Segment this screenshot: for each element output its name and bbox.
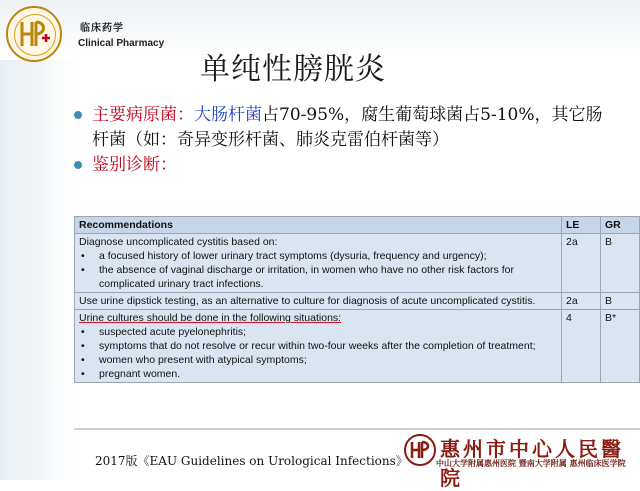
- brand-chinese: 临床药学: [80, 23, 124, 34]
- bullet-dot-icon: [74, 111, 82, 119]
- le-cell: 2a: [562, 234, 601, 293]
- gr-cell: B*: [601, 310, 640, 383]
- le-cell: 4: [562, 310, 601, 383]
- recommendation-item: • symptoms that do not resolve or recur within two-four weeks after the completion of treatment;: [81, 340, 536, 352]
- pathogen-text: 占70-95%，腐生葡萄球菌占5-10%，其它肠杆菌（如：奇异变形杆菌、肺炎克雷伯杆菌等）: [92, 105, 603, 150]
- bullet-dot-icon: [74, 161, 82, 169]
- bullet-diagnosis: [74, 153, 604, 178]
- recommendation-item-text: the absence of vaginal discharge or irritation, in women who have no other risk factors for complicated urinary tract infections.: [99, 264, 514, 290]
- gr-cell: B: [601, 234, 640, 293]
- source-citation: 2017版《EAU Guidelines on Urological Infections》: [95, 454, 408, 468]
- pharmacy-logo-icon: [8, 8, 60, 60]
- pharmacy-logo: [6, 6, 62, 62]
- recommendation-cell: [75, 234, 562, 293]
- hospital-name: 惠州市中心人民醫院: [440, 437, 624, 490]
- recommendation-cell: [75, 293, 562, 310]
- hospital-affiliation: 中山大学附属惠州医院 暨南大学附属 惠州临床医学院: [436, 458, 626, 468]
- brand-english: Clinical Pharmacy: [78, 38, 165, 49]
- recommendation-item-text: symptoms that do not resolve or recur within two-four weeks after the completion of treatment;: [99, 340, 536, 352]
- header-recommendations: Recommendations: [75, 217, 562, 234]
- header-le: LE: [562, 217, 601, 234]
- recommendation-intro: Urine cultures should be done in the following situations:: [79, 312, 342, 324]
- bullet-pathogen: [74, 103, 604, 153]
- recommendation-item: • the absence of vaginal discharge or irritation, in women who have no other risk factors for complicated urinary tract infections.: [81, 264, 514, 290]
- table-row: [75, 293, 640, 310]
- bullet-list: [74, 103, 604, 178]
- recommendation-item-text: a focused history of lower urinary tract symptoms (dysuria, frequency and urgency);: [99, 250, 487, 262]
- gr-cell: B: [601, 293, 640, 310]
- recommendation-item: • pregnant women.: [81, 368, 181, 380]
- recommendation-item-text: women who present with atypical symptoms;: [99, 354, 307, 366]
- le-cell: 2a: [562, 293, 601, 310]
- recommendation-item: • a focused history of lower urinary tract symptoms (dysuria, frequency and urgency);: [81, 250, 487, 262]
- pathogen-label: 主要病原菌：: [92, 105, 194, 125]
- recommendation-item-text: suspected acute pyelonephritis;: [99, 326, 247, 338]
- recommendation-item: • women who present with atypical symptoms;: [81, 354, 307, 366]
- left-band: [0, 0, 78, 480]
- hospital-logo-icon: [403, 433, 437, 467]
- recommendation-intro: Diagnose uncomplicated cystitis based on:: [79, 236, 278, 248]
- recommendation-intro: Use urine dipstick testing, as an alternative to culture for diagnosis of acute uncomplicated cystitis.: [79, 295, 536, 307]
- table-row: [75, 310, 640, 383]
- slide-title: 单纯性膀胱炎: [200, 52, 386, 87]
- header-gr: GR: [601, 217, 640, 234]
- table-shadow: [74, 428, 640, 430]
- recommendation-item: • suspected acute pyelonephritis;: [81, 326, 247, 338]
- diagnosis-label: 鉴别诊断：: [92, 155, 177, 175]
- pathogen-highlight: 大肠杆菌: [194, 105, 262, 125]
- recommendation-cell: [75, 310, 562, 383]
- table-header-row: [75, 217, 640, 234]
- recommendation-item-text: pregnant women.: [99, 368, 181, 380]
- recommendations-table: [74, 216, 640, 383]
- table-row: [75, 234, 640, 293]
